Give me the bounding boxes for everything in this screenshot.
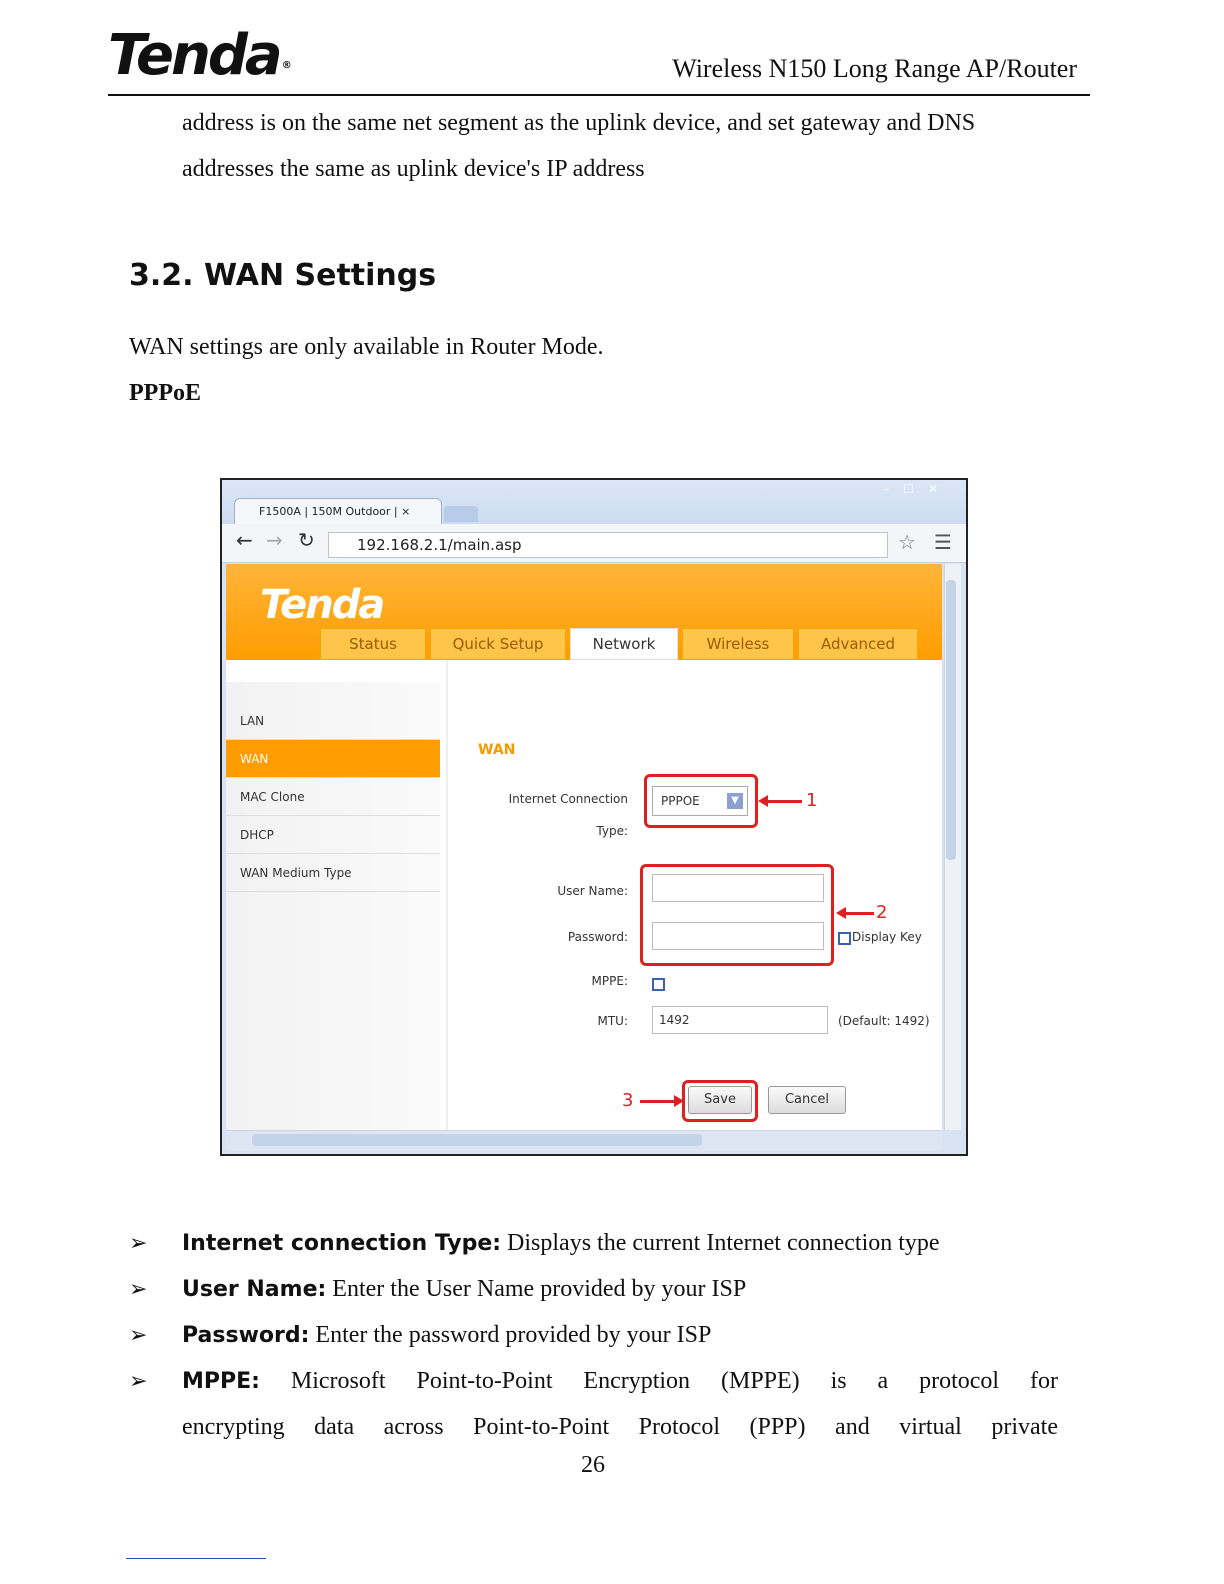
bullet-password: Password: Enter the password provided by your ISP bbox=[182, 1322, 712, 1348]
menu-icon[interactable]: ☰ bbox=[934, 530, 952, 554]
star-icon[interactable]: ☆ bbox=[898, 530, 916, 554]
connection-type-label: Internet Connection bbox=[508, 792, 628, 806]
wan-panel-title: WAN bbox=[478, 742, 516, 758]
save-button[interactable]: Save bbox=[688, 1086, 752, 1114]
horizontal-scroll-thumb[interactable] bbox=[252, 1134, 702, 1146]
address-bar[interactable]: 192.168.2.1/main.asp bbox=[328, 532, 888, 558]
bullet-icon: ➢ bbox=[129, 1368, 148, 1393]
mtu-input[interactable]: 1492 bbox=[652, 1006, 828, 1034]
username-label: User Name: bbox=[557, 884, 628, 898]
back-arrow-icon[interactable]: ← bbox=[236, 528, 253, 552]
bullet-icon: ➢ bbox=[129, 1276, 148, 1301]
bullet-username: User Name: Enter the User Name provided by your ISP bbox=[182, 1276, 747, 1302]
sidebar-item-dhcp[interactable]: DHCP bbox=[226, 816, 440, 854]
window-controls-icon[interactable]: –☐✕ bbox=[883, 482, 952, 496]
bullet-icon: ➢ bbox=[129, 1322, 148, 1347]
tab-advanced[interactable]: Advanced bbox=[798, 628, 918, 660]
password-input[interactable] bbox=[652, 922, 824, 950]
cancel-button[interactable]: Cancel bbox=[768, 1086, 846, 1114]
tab-status[interactable]: Status bbox=[320, 628, 426, 660]
tenda-logo: Tenda ® bbox=[108, 23, 292, 88]
tab-network[interactable]: Network bbox=[570, 628, 678, 660]
bullet-connection-type: Internet connection Type: Displays the current Internet connection type bbox=[182, 1230, 940, 1256]
vertical-scroll-thumb[interactable] bbox=[946, 580, 956, 860]
connection-type-select[interactable]: PPPOE ▼ bbox=[652, 786, 748, 816]
header-divider bbox=[108, 94, 1090, 96]
bullet-mppe: MPPE: Microsoft Point-to-Point Encryption (MPPE) is a protocol for bbox=[182, 1368, 1058, 1394]
router-page bbox=[226, 564, 942, 1130]
bullet-icon: ➢ bbox=[129, 1230, 148, 1255]
tab-wireless[interactable]: Wireless bbox=[682, 628, 794, 660]
reload-icon[interactable]: ↻ bbox=[298, 528, 315, 552]
callout-number-2: 2 bbox=[876, 902, 888, 923]
mppe-checkbox[interactable] bbox=[652, 978, 665, 991]
browser-tab[interactable]: F1500A | 150M Outdoor | × bbox=[234, 498, 442, 524]
display-key-label: Display Key bbox=[852, 930, 922, 944]
mtu-label: MTU: bbox=[597, 1014, 628, 1028]
mppe-label: MPPE: bbox=[591, 974, 628, 988]
new-tab-button[interactable] bbox=[444, 506, 478, 522]
sidebar-item-wan-medium-type[interactable]: WAN Medium Type bbox=[226, 854, 440, 892]
header-title: Wireless N150 Long Range AP/Router bbox=[672, 54, 1077, 83]
sidebar-item-mac-clone[interactable]: MAC Clone bbox=[226, 778, 440, 816]
callout-arrow-1 bbox=[766, 800, 802, 803]
sidebar-item-wan[interactable]: WAN bbox=[226, 740, 440, 778]
sidebar-item-lan[interactable]: LAN bbox=[226, 702, 440, 740]
callout-arrow-2 bbox=[844, 912, 874, 915]
callout-number-3: 3 bbox=[622, 1090, 634, 1111]
section-title: 3.2. WAN Settings bbox=[129, 258, 437, 293]
callout-number-1: 1 bbox=[806, 790, 818, 811]
intro-continuation: address is on the same net segment as the uplink device, and set gateway and DNS addresses the same as uplink device's IP address bbox=[182, 110, 976, 182]
forward-arrow-icon[interactable]: → bbox=[266, 528, 283, 552]
username-input[interactable] bbox=[652, 874, 824, 902]
mtu-default-hint: (Default: 1492) bbox=[838, 1014, 930, 1028]
tab-quick-setup[interactable]: Quick Setup bbox=[430, 628, 566, 660]
footnote-rule bbox=[126, 1558, 266, 1559]
bullet-mppe-continued: encrypting data across Point-to-Point Protocol (PPP) and virtual private bbox=[182, 1414, 1058, 1440]
pppoe-subheading: PPPoE bbox=[129, 380, 201, 406]
callout-arrow-3 bbox=[640, 1100, 676, 1103]
router-ui-screenshot bbox=[220, 478, 968, 1156]
chevron-down-icon: ▼ bbox=[727, 793, 743, 809]
router-nav bbox=[320, 628, 946, 660]
password-label: Password: bbox=[567, 930, 628, 944]
router-brand-logo: Tenda bbox=[260, 582, 384, 628]
connection-type-label-2: Type: bbox=[596, 824, 628, 838]
display-key-checkbox[interactable] bbox=[838, 932, 851, 945]
section-note: WAN settings are only available in Router Mode. bbox=[129, 334, 604, 360]
page-number: 26 bbox=[581, 1452, 605, 1478]
content-divider bbox=[446, 660, 448, 1130]
